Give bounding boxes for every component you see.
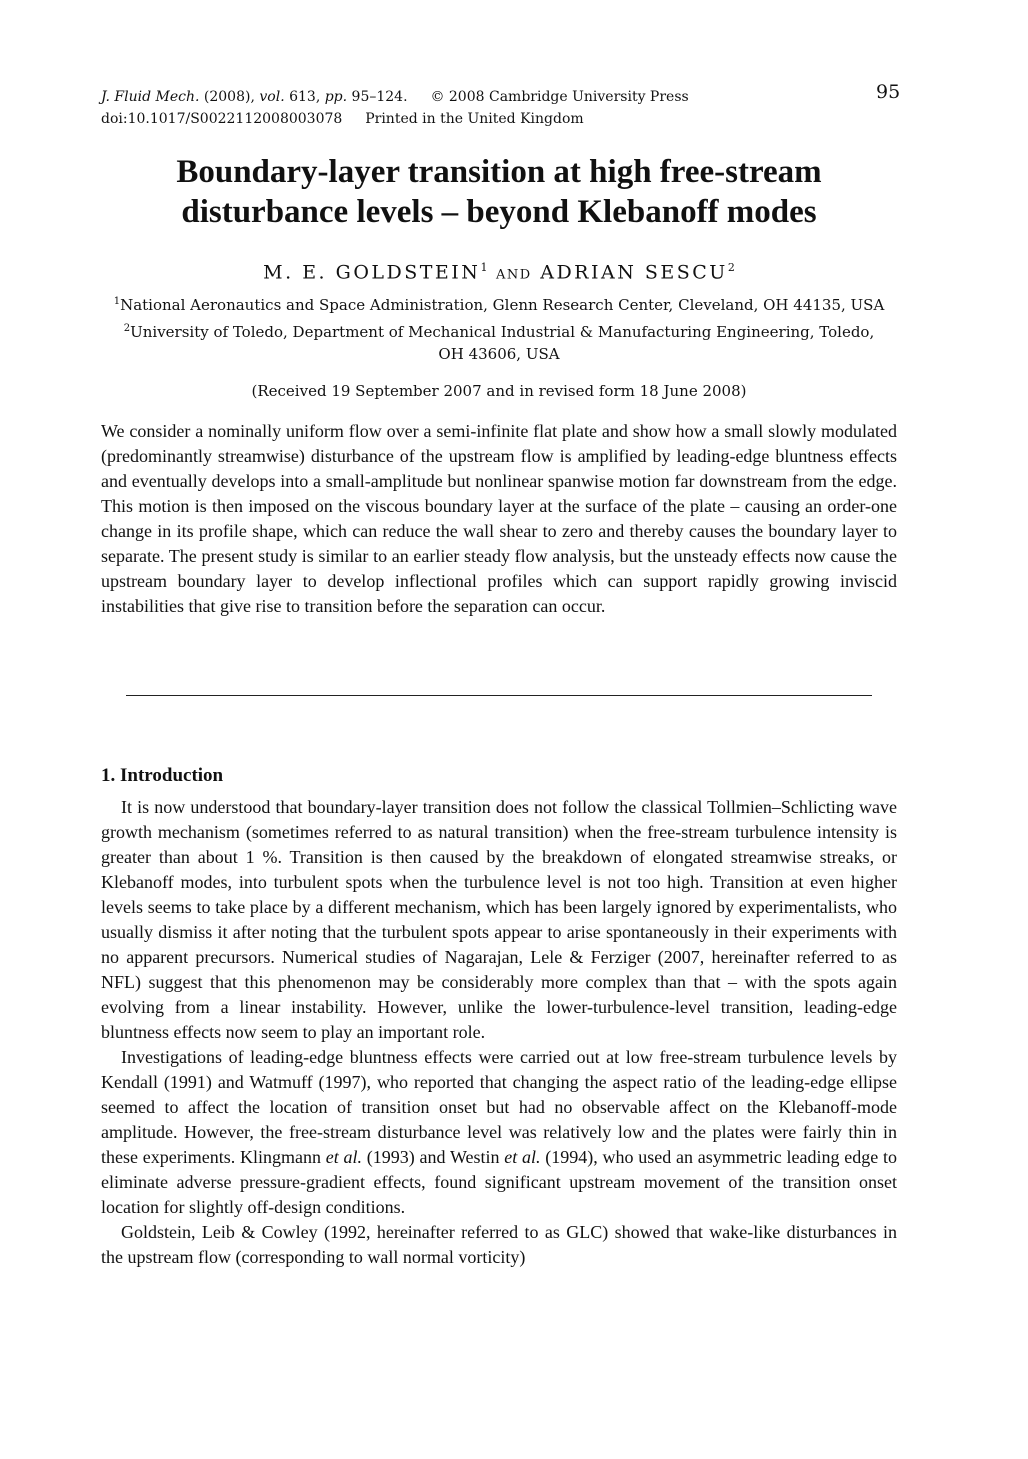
title-line-2: disturbance levels – beyond Klebanoff modes bbox=[181, 194, 817, 230]
volume-number: 613, bbox=[289, 89, 321, 105]
affiliation-2-line-1: University of Toledo, Department of Mechanical Industrial & Manufacturing Engineering, Toledo, bbox=[130, 323, 875, 341]
affiliation-1-mark: 1 bbox=[113, 296, 121, 307]
affiliation-1-text: National Aeronautics and Space Administration, Glenn Research Center, Cleveland, OH 44135, USA bbox=[120, 296, 885, 314]
paper-title bbox=[101, 152, 897, 232]
running-header bbox=[101, 86, 689, 130]
affiliation-2-line-2: OH 43606, USA bbox=[438, 345, 560, 363]
author-2: ADRIAN SESCU bbox=[540, 261, 728, 284]
paragraph-2-part-c: (1994), who used an asymmetric leading edge to eliminate adverse pressure-gradient effects, found significant upstream movement of the transition onset location for slightly off-design conditions. bbox=[101, 1147, 898, 1217]
paragraph-1: It is now understood that boundary-layer transition does not follow the classical Tollmien–Schlicting wave growth mechanism (sometimes referred to as natural transition) when the free-stream turbulence intensity is greater than about 1 %. Transition is then caused by the breakdown of elongated streamwise streaks, or Klebanoff modes, into turbulent spots when the turbulence level is not too high. Transition at even higher levels seems to take place by a different mechanism, which has been largely ignored by experimentalists, who usually dismiss it after noting that the turbulent spots appear to arise spontaneously in their experiments with no apparent precursors. Numerical studies of Nagarajan, Lele & Ferziger (2007, hereinafter referred to as NFL) suggest that this phenomenon may be considerably more complex than that – with the spots again evolving from a linear instability. However, unlike the lower-turbulence-level transition, leading-edge bluntness effects now seem to play an important role. bbox=[101, 797, 897, 1042]
doi: doi:10.1017/S0022112008003078 bbox=[101, 111, 343, 127]
doi-line bbox=[101, 108, 689, 130]
section-body bbox=[101, 795, 897, 1270]
citation-line bbox=[101, 86, 689, 108]
affiliation-1 bbox=[101, 291, 897, 316]
paragraph-2 bbox=[101, 1045, 897, 1220]
et-al-2: et al. bbox=[504, 1147, 541, 1167]
journal-name: J. Fluid Mech. bbox=[101, 89, 200, 105]
paragraph-3: Goldstein, Leib & Cowley (1992, hereinafter referred to as GLC) showed that wake-like disturbances in the upstream flow (corresponding to wall normal vorticity) bbox=[101, 1222, 897, 1267]
page-number: 95 bbox=[876, 81, 901, 103]
abstract-divider bbox=[126, 695, 872, 696]
abstract: We consider a nominally uniform flow over a semi-infinite flat plate and show how a small slowly modulated (predominantly streamwise) disturbance of the upstream flow is amplified by leading-edge bluntness effects and eventually develops into a small-amplitude but nonlinear spanwise motion far downstream from the edge. This motion is then imposed on the viscous boundary layer at the surface of the plate – causing an order-one change in its profile shape, which can reduce the wall shear to zero and thereby causes the boundary layer to separate. The present study is similar to an earlier steady flow analysis, but the unsteady effects now cause the upstream boundary layer to develop inflectional profiles which can support rapidly growing inviscid instabilities that give rise to transition before the separation can occur. bbox=[101, 421, 897, 616]
printed-notice: Printed in the United Kingdom bbox=[365, 111, 584, 127]
pages-label: pp. bbox=[324, 89, 348, 105]
author-list bbox=[101, 261, 897, 283]
title-line-1: Boundary-layer transition at high free-stream bbox=[176, 154, 822, 190]
author-1-affil-mark: 1 bbox=[480, 261, 488, 274]
journal-year: (2008), bbox=[203, 89, 255, 105]
affiliation-2 bbox=[101, 318, 897, 365]
paragraph-2-part-b: (1993) and Westin bbox=[366, 1147, 500, 1167]
author-2-affil-mark: 2 bbox=[727, 261, 735, 274]
affiliation-2-mark: 2 bbox=[123, 323, 131, 334]
page-range: 95–124. bbox=[351, 89, 408, 105]
author-conjunction: AND bbox=[495, 267, 532, 283]
received-dates: (Received 19 September 2007 and in revised form 18 June 2008) bbox=[251, 382, 747, 400]
et-al-1: et al. bbox=[325, 1147, 362, 1167]
author-1: M. E. GOLDSTEIN bbox=[263, 261, 481, 284]
paragraph-2-part-a: Investigations of leading-edge bluntness effects were carried out at low free-stream turbulence levels by Kendall (1991) and Watmuff (1997), who reported that changing the aspect ratio of the leading-edge ellipse seemed to affect the location of transition onset but had no observable affect on the Klebanoff-mode amplitude. However, the free-stream disturbance level was relatively low and the plates were fairly thin in these experiments. Klingmann bbox=[101, 1047, 897, 1167]
section-heading: 1. Introduction bbox=[101, 765, 224, 786]
copyright-notice: © 2008 Cambridge University Press bbox=[430, 89, 689, 105]
volume-label: vol. bbox=[259, 89, 285, 105]
